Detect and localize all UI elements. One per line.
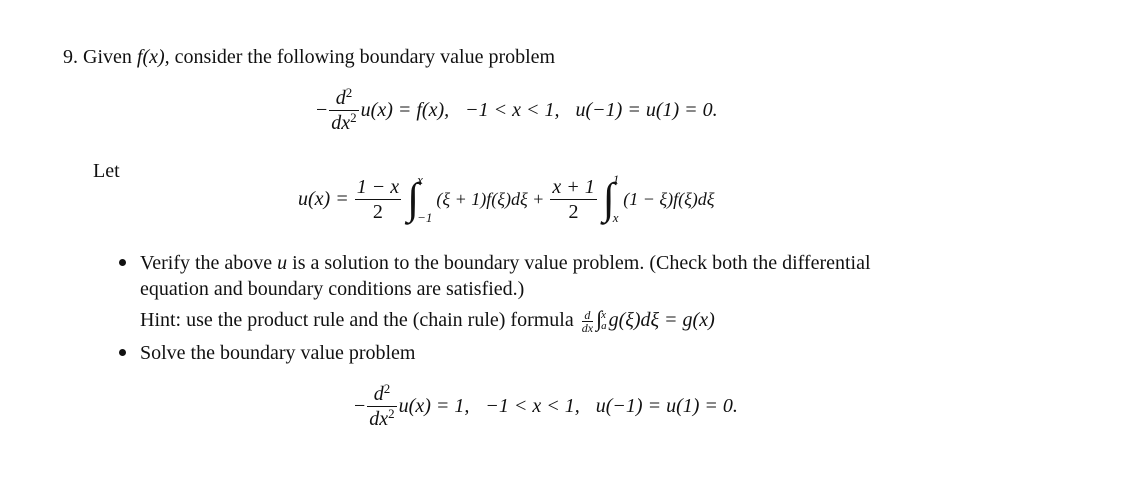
bullet-marker-2: [119, 349, 126, 356]
eq1-derivative-operator: [329, 86, 358, 135]
problem-number: 9.: [63, 46, 78, 68]
hint-derivative: [582, 309, 593, 334]
eq1-domain: −1 < x < 1,: [465, 99, 560, 121]
eq2-int2-lower: x: [612, 210, 619, 225]
eq2-frac1-den: 2: [355, 199, 401, 224]
hint-int-lower: a: [601, 320, 607, 333]
b1-u: u: [277, 252, 288, 274]
eq3-minus: −: [354, 395, 366, 417]
eq3-d-num-exp: 2: [383, 381, 391, 396]
let-label: Let: [93, 160, 120, 182]
eq3-lhs: u(x) = 1,: [398, 395, 470, 417]
bullet-1-line-2: equation and boundary conditions are satisfied.): [140, 278, 525, 300]
bullet-marker-1: [119, 259, 126, 266]
intro-text-a: Given: [83, 46, 132, 68]
integral-sign-icon: ∫: [596, 306, 603, 331]
equation-bvp-specific: [354, 382, 738, 431]
equation-solution-formula: [298, 173, 715, 225]
hint-int-upper: x: [601, 309, 606, 322]
eq1-d-num: d: [335, 87, 346, 109]
integral-sign-icon: ∫: [407, 174, 420, 223]
eq2-integrand-2: (1 − ξ)f(ξ)dξ: [623, 188, 715, 209]
bullet-1-line-1: [140, 251, 871, 275]
eq3-d-den: dx: [369, 408, 389, 430]
eq2-fraction-2: [550, 175, 596, 224]
b1-text-b: is a solution to the boundary value problem. (Check both the differential: [292, 252, 871, 274]
integral-sign-icon: ∫: [602, 174, 615, 223]
eq3-derivative-operator: [367, 382, 396, 431]
eq3-boundary-conditions: u(−1) = u(1) = 0.: [595, 395, 738, 417]
eq2-fraction-1: [355, 175, 401, 224]
eq2-frac1-num: 1 − x: [356, 175, 400, 198]
equation-bvp-general: [316, 86, 718, 135]
hint-d-den: dx: [581, 320, 594, 335]
eq2-int2-upper: 1: [612, 172, 620, 187]
b1-text-a: Verify the above: [140, 252, 273, 274]
eq2-lhs: u(x) =: [298, 187, 349, 210]
hint-text: Hint: use the product rule and the (chain rule) formula: [140, 309, 574, 331]
eq3-d-den-exp: 2: [388, 406, 395, 421]
intro-fx: f(x),: [136, 46, 170, 68]
eq3-d-num: d: [373, 383, 384, 405]
bullet-2-text: Solve the boundary value problem: [140, 342, 416, 364]
eq2-frac2-den: 2: [550, 199, 596, 224]
eq2-frac2-num: x + 1: [552, 175, 595, 198]
eq2-integral-2: [603, 173, 620, 225]
eq1-d-num-exp: 2: [345, 85, 353, 100]
eq1-d-den: dx: [331, 112, 351, 134]
hint-expression: g(ξ)dξ = g(x): [608, 309, 715, 331]
eq2-integrand-1: (ξ + 1)f(ξ)dξ +: [436, 188, 545, 209]
eq1-d-den-exp: 2: [350, 110, 357, 125]
intro-text-b: consider the following boundary value problem: [174, 46, 556, 68]
eq1-minus: −: [316, 99, 328, 121]
eq2-int1-upper: x: [417, 172, 423, 187]
eq2-integral-1: [407, 173, 432, 225]
eq3-domain: −1 < x < 1,: [485, 395, 580, 417]
hint-line: [140, 307, 715, 334]
eq1-lhs: u(x) = f(x),: [360, 99, 450, 121]
problem-statement: [63, 45, 555, 69]
eq2-int1-lower: −1: [417, 210, 433, 225]
hint-d-num: d: [584, 307, 591, 322]
eq1-boundary-conditions: u(−1) = u(1) = 0.: [575, 99, 718, 121]
